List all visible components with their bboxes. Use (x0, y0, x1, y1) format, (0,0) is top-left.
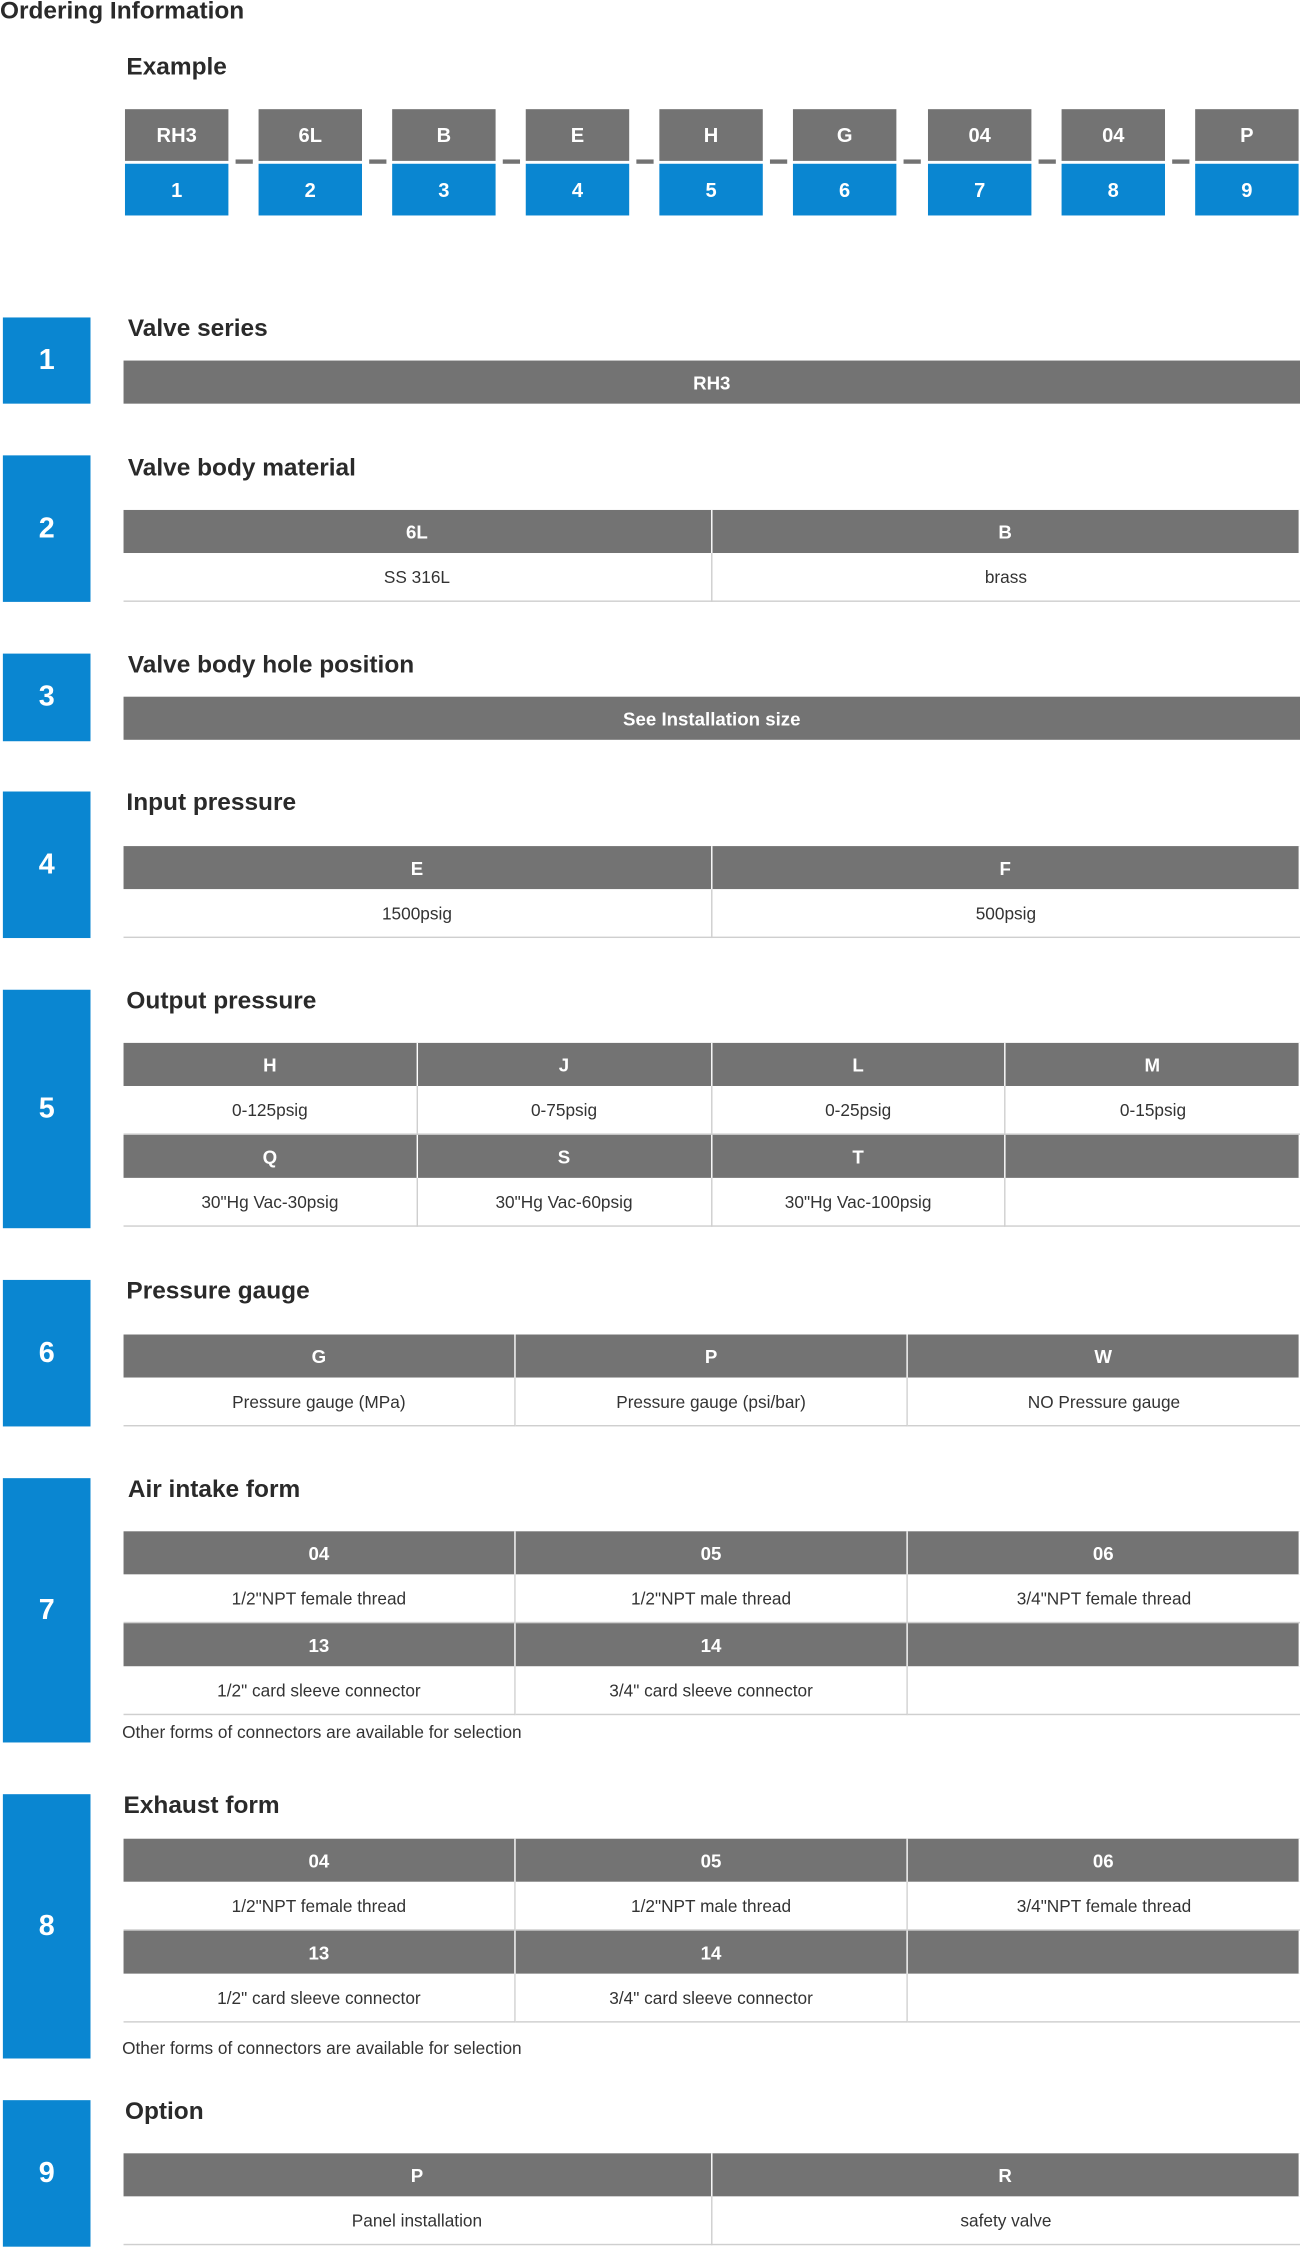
option-description-cell: 3/4" card sleeve connector (516, 1666, 908, 1715)
option-code-header: L (712, 1043, 1006, 1086)
option-description-cell: 3/4" card sleeve connector (516, 1974, 908, 2023)
example-code-box (392, 109, 495, 215)
option-description-cell: 0-15psig (1006, 1086, 1300, 1135)
example-position: 7 (928, 164, 1031, 216)
option-description-cell: 1/2"NPT male thread (516, 1882, 908, 1931)
example-separator-dash (1038, 159, 1055, 163)
option-description-cell: 0-75psig (418, 1086, 712, 1135)
option-code-header: 04 (124, 1531, 516, 1574)
option-table (124, 846, 1300, 938)
example-code-box (793, 109, 896, 215)
option-code-header: E (124, 846, 712, 889)
option-code-header: 13 (124, 1931, 516, 1974)
example-code: G (793, 109, 896, 161)
option-code-header: 05 (516, 1839, 908, 1882)
option-description-cell: Pressure gauge (MPa) (124, 1378, 516, 1427)
section-value-bar: See Installation size (124, 697, 1300, 740)
option-description-cell: 3/4"NPT female thread (908, 1574, 1300, 1623)
option-code-header: 05 (516, 1531, 908, 1574)
example-code: 04 (928, 109, 1031, 161)
option-code-header: Q (124, 1135, 418, 1178)
option-description-cell: 1/2" card sleeve connector (124, 1666, 516, 1715)
example-position: 8 (1062, 164, 1165, 216)
option-description-cell: 0-25psig (712, 1086, 1006, 1135)
example-separator-dash (636, 159, 653, 163)
option-code-header: 06 (908, 1839, 1300, 1882)
option-code-header: J (418, 1043, 712, 1086)
option-code-header: 14 (516, 1931, 908, 1974)
example-position: 3 (392, 164, 495, 216)
option-code-header: W (908, 1335, 1300, 1378)
option-code-header: R (712, 2153, 1300, 2196)
section-number-badge: 1 (3, 317, 91, 403)
example-code-box (1195, 109, 1298, 215)
option-code-header: F (712, 846, 1300, 889)
section-number-badge: 3 (3, 654, 91, 742)
option-description-cell: 30"Hg Vac-60psig (418, 1178, 712, 1227)
section-number-badge: 6 (3, 1280, 91, 1427)
option-description-cell: 1/2"NPT male thread (516, 1574, 908, 1623)
option-description-cell (908, 1666, 1300, 1715)
option-code-header: T (712, 1135, 1006, 1178)
example-separator-dash (769, 159, 786, 163)
example-position: 9 (1195, 164, 1298, 216)
example-code: 04 (1062, 109, 1165, 161)
example-code: E (526, 109, 629, 161)
example-code: B (392, 109, 495, 161)
example-code: 6L (259, 109, 362, 161)
option-table (124, 1335, 1300, 1427)
option-description-cell: 3/4"NPT female thread (908, 1882, 1300, 1931)
option-description-cell: brass (712, 553, 1300, 602)
example-position: 2 (259, 164, 362, 216)
section-title: Output pressure (126, 986, 317, 1015)
page-title: Ordering Information (0, 0, 245, 25)
example-code: P (1195, 109, 1298, 161)
option-description-cell: 30"Hg Vac-30psig (124, 1178, 418, 1227)
example-code-box (659, 109, 762, 215)
option-table (124, 1839, 1300, 2023)
example-position: 1 (125, 164, 228, 216)
section-number-badge: 9 (3, 2100, 91, 2247)
section-title: Input pressure (126, 788, 297, 816)
option-code-header: 04 (124, 1839, 516, 1882)
example-position: 6 (793, 164, 896, 216)
option-description-cell: 1/2"NPT female thread (124, 1882, 516, 1931)
option-code-header: 13 (124, 1623, 516, 1666)
option-code-header (1006, 1135, 1300, 1178)
example-code: RH3 (125, 109, 228, 161)
section-number-badge: 4 (3, 792, 91, 939)
example-code-box (526, 109, 629, 215)
option-description-cell: Pressure gauge (psi/bar) (516, 1378, 908, 1427)
option-description-cell: 1/2" card sleeve connector (124, 1974, 516, 2023)
option-description-cell: NO Pressure gauge (908, 1378, 1300, 1427)
option-code-header: H (124, 1043, 418, 1086)
section-note: Other forms of connectors are available for selection (122, 1722, 522, 1743)
example-code-box (125, 109, 228, 215)
option-code-header: P (516, 1335, 908, 1378)
example-code-box (1062, 109, 1165, 215)
option-code-header: 6L (124, 510, 712, 553)
example-position: 5 (659, 164, 762, 216)
section-title: Valve body hole position (127, 650, 415, 679)
option-description-cell: 500psig (712, 889, 1300, 938)
option-code-header: 06 (908, 1531, 1300, 1574)
section-title: Pressure gauge (126, 1277, 310, 1305)
example-code-box (928, 109, 1031, 215)
option-code-header (908, 1931, 1300, 1974)
option-description-cell: 1/2"NPT female thread (124, 1574, 516, 1623)
option-code-header: S (418, 1135, 712, 1178)
option-code-header (908, 1623, 1300, 1666)
section-number-badge: 5 (3, 990, 91, 1228)
option-table (124, 1043, 1300, 1227)
section-title: Valve series (127, 314, 268, 342)
option-code-header: B (712, 510, 1300, 553)
option-description-cell (908, 1974, 1300, 2023)
example-label: Example (126, 53, 227, 81)
example-separator-dash (502, 159, 519, 163)
section-note: Other forms of connectors are available for selection (122, 2038, 522, 2059)
section-number-badge: 7 (3, 1478, 91, 1742)
option-description-cell: 30"Hg Vac-100psig (712, 1178, 1006, 1227)
option-code-header: M (1006, 1043, 1300, 1086)
example-position: 4 (526, 164, 629, 216)
option-description-cell: 0-125psig (124, 1086, 418, 1135)
example-code: H (659, 109, 762, 161)
example-separator-dash (368, 159, 385, 163)
example-separator-dash (904, 159, 921, 163)
section-number-badge: 2 (3, 455, 91, 602)
example-separator-dash (1171, 159, 1188, 163)
option-code-header: G (124, 1335, 516, 1378)
section-title: Exhaust form (123, 1791, 280, 1819)
option-code-header: 14 (516, 1623, 908, 1666)
section-title: Valve body material (127, 453, 356, 482)
option-description-cell (1006, 1178, 1300, 1227)
option-description-cell: safety valve (712, 2196, 1300, 2245)
example-code-box (259, 109, 362, 215)
section-title: Air intake form (127, 1475, 301, 1503)
option-description-cell: SS 316L (124, 553, 712, 602)
example-separator-dash (235, 159, 252, 163)
option-table (124, 510, 1300, 602)
section-value-bar: RH3 (124, 361, 1300, 404)
option-description-cell: Panel installation (124, 2196, 712, 2245)
section-number-badge: 8 (3, 1794, 91, 2058)
section-title: Option (124, 2097, 204, 2125)
option-code-header: P (124, 2153, 712, 2196)
option-table (124, 2153, 1300, 2245)
option-description-cell: 1500psig (124, 889, 712, 938)
option-table (124, 1531, 1300, 1715)
